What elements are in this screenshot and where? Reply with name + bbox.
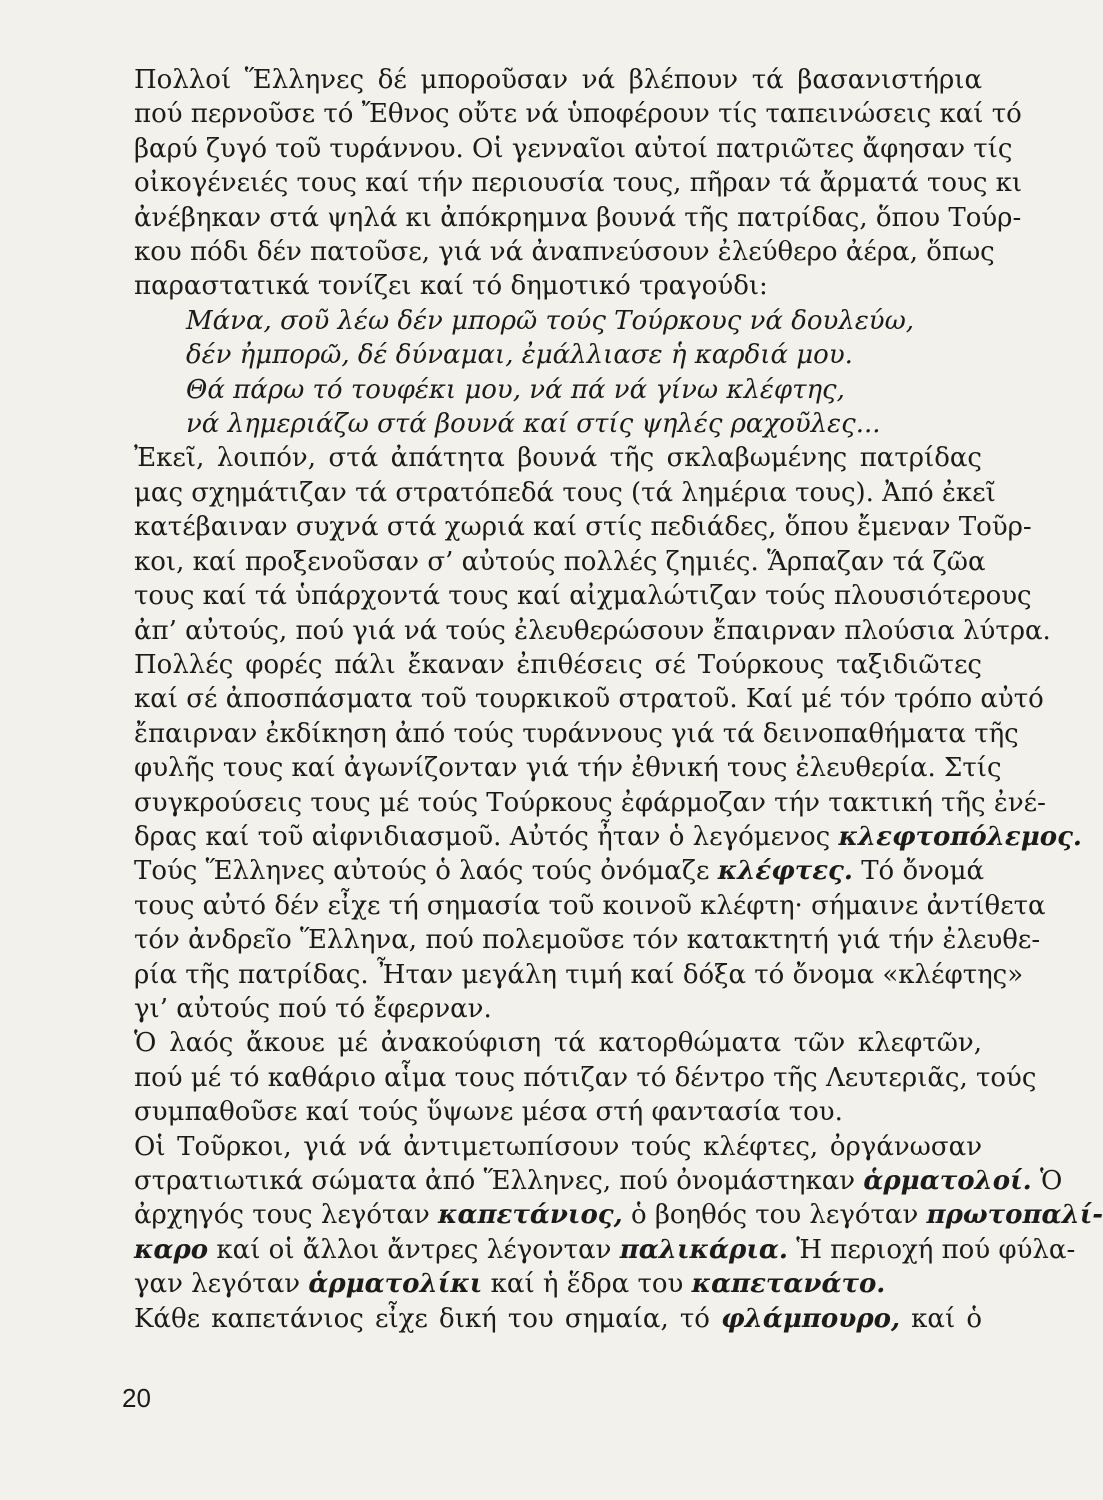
text-line: γι’ αὐτούς πού τό ἔφερναν. xyxy=(134,993,492,1024)
text-fragment: Ἡ περιοχή πού φύλα- xyxy=(787,1234,1076,1265)
paragraph-1 xyxy=(134,63,1023,304)
paragraph-2 xyxy=(134,441,1051,647)
text-line: καί σέ ἀποσπάσματα τοῦ τουρκικοῦ στρατοῦ. Καί μέ τόν τρόπο αὐτό xyxy=(134,684,1044,715)
term-flambouro: φλάμπουρο, xyxy=(721,1303,900,1334)
text-line: φυλῆς τους καί ἀγωνίζονταν γιά τήν ἐθνική τους ἐλευθερία. Στίς xyxy=(134,753,1002,784)
paragraph-7 xyxy=(134,1302,982,1336)
text-line: Ὁ λαός ἄκουε μέ ἀνακούφιση τά κατορθώματα τῶν κλεφτῶν, xyxy=(134,1028,982,1059)
text-line: Οἱ Τοῦρκοι, γιά νά ἀντιμετωπίσουν τούς κλέφτες, ὀργάνωσαν xyxy=(134,1131,982,1162)
text-line: ρία τῆς πατρίδας. Ἦταν μεγάλη τιμή καί δόξα τό ὄνομα «κλέφτης» xyxy=(134,959,1024,990)
text-fragment: καί ἡ ἕδρα του xyxy=(482,1269,692,1300)
text-fragment: ὁ βοηθός του λεγόταν xyxy=(622,1200,927,1231)
page-body-text xyxy=(134,63,1103,1336)
paragraph-5 xyxy=(134,1026,1037,1129)
text-line xyxy=(134,1198,1103,1232)
text-line: συμπαθοῦσε καί τούς ὕψωνε μέσα στή φαντασία του. xyxy=(134,1097,843,1128)
folk-song-verse xyxy=(134,304,982,442)
term-armatoloi: ἁρματολοί. xyxy=(863,1166,1032,1196)
term-kapetanato: καπετανάτο. xyxy=(691,1269,886,1300)
text-line: πού περνοῦσε τό Ἔθνος οὔτε νά ὑποφέρουν τίς ταπεινώσεις καί τό xyxy=(134,99,1022,130)
text-line: μας σχημάτιζαν τά στρατόπεδά τους (τά λημέρια τους). Ἀπό ἐκεῖ xyxy=(134,477,996,508)
term-protopalikaro: πρωτοπαλί- xyxy=(926,1200,1103,1231)
text-line: βαρύ ζυγό τοῦ τυράννου. Οἱ γενναῖοι αὐτοί πατριῶτες ἄφησαν τίς xyxy=(134,133,1013,164)
text-line xyxy=(134,1164,1063,1198)
text-line: κατέβαιναν συχνά στά χωριά καί στίς πεδιάδες, ὅπου ἔμεναν Τοῦρ- xyxy=(134,512,1032,543)
text-line: τους αὐτό δέν εἶχε τή σημασία τοῦ κοινοῦ κλέφτη· σήμαινε ἀντίθετα xyxy=(134,890,1046,921)
text-fragment: Ὁ xyxy=(1031,1166,1063,1196)
text-line xyxy=(134,820,1082,854)
text-line: Πολλές φορές πάλι ἔκαναν ἐπιθέσεις σέ Τούρκους ταξιδιῶτες xyxy=(134,649,982,680)
text-line: τόν ἀνδρεῖο Ἕλληνα, πού πολεμοῦσε τόν κατακτητή γιά τήν ἐλευθε- xyxy=(134,925,1041,956)
verse-line: δέν ἠμπορῶ, δέ δύναμαι, ἐμάλλιασε ἡ καρδιά μου. xyxy=(186,340,853,371)
text-line xyxy=(134,854,985,888)
text-line xyxy=(134,1302,982,1336)
text-line: Πολλοί Ἕλληνες δέ μποροῦσαν νά βλέπουν τά βασανιστήρια xyxy=(134,65,982,95)
term-protopalikaro-end: καρο xyxy=(134,1234,209,1265)
page-number: 20 xyxy=(122,1383,151,1413)
text-line xyxy=(134,1267,982,1301)
text-line: συγκρούσεις τους μέ τούς Τούρκους ἐφάρμοζαν τήν τακτική τῆς ἐνέ- xyxy=(134,787,1046,818)
verse-line: Θά πάρω τό τουφέκι μου, νά πά νά γίνω κλέφτης, xyxy=(186,374,845,405)
text-line: ἀνέβηκαν στά ψηλά κι ἀπόκρημνα βουνά τῆς πατρίδας, ὅπου Τούρ- xyxy=(134,202,1022,233)
term-palikaria: παλικάρια. xyxy=(619,1234,788,1265)
text-fragment: γαν λεγόταν xyxy=(134,1269,309,1300)
text-line: οἰκογένειές τους καί τήν περιουσία τους, πῆραν τά ἄρματά τους κι xyxy=(134,168,1023,199)
text-line: ἔπαιρναν ἐκδίκηση ἀπό τούς τυράννους γιά τά δεινοπαθήματα τῆς xyxy=(134,718,1019,749)
text-line: πού μέ τό καθάριο αἷμα τους πότιζαν τό δέντρο τῆς Λευτεριᾶς, τούς xyxy=(134,1062,1037,1093)
text-line: κοι, καί προξενοῦσαν σ’ αὐτούς πολλές ζημιές. Ἅρπαζαν τά ζῶα xyxy=(134,546,986,577)
term-armatoliki: ἁρματολίκι xyxy=(308,1269,483,1300)
verse-line: νά λημεριάζω στά βουνά καί στίς ψηλές ραχοῦλες... xyxy=(186,409,881,440)
text-line: ἀπ’ αὐτούς, πού γιά νά τούς ἐλευθερώσουν ἔπαιρναν πλούσια λύτρα. xyxy=(134,615,1051,646)
text-line: τους καί τά ὑπάρχοντά τους καί αἰχμαλώτιζαν τούς πλουσιότερους xyxy=(134,581,1032,612)
text-fragment: στρατιωτικά σώματα ἀπό Ἕλληνες, πού ὀνομάστηκαν xyxy=(134,1166,864,1196)
text-line: Ἐκεῖ, λοιπόν, στά ἀπάτητα βουνά τῆς σκλαβωμένης πατρίδας xyxy=(134,443,982,474)
text-fragment: ἀρχηγός τους λεγόταν xyxy=(134,1200,439,1231)
text-fragment: Τό ὄνομά xyxy=(852,856,985,887)
paragraph-3 xyxy=(134,648,1082,854)
text-line: παραστατικά τονίζει καί τό δημοτικό τραγούδι: xyxy=(134,271,768,302)
text-line: κου πόδι δέν πατοῦσε, γιά νά ἀναπνεύσουν ἐλεύθερο ἀέρα, ὅπως xyxy=(134,237,995,268)
verse-line: Μάνα, σοῦ λέω δέν μπορῶ τούς Τούρκους νά δουλεύω, xyxy=(186,305,915,336)
paragraph-6 xyxy=(134,1130,1103,1302)
term-kleftes: κλέφτες. xyxy=(717,856,853,887)
text-fragment: Τούς Ἕλληνες αὐτούς ὁ λαός τούς ὀνόμαζε xyxy=(134,856,718,887)
text-fragment: καί οἱ ἄλλοι ἄντρες λέγονταν xyxy=(208,1234,620,1265)
text-fragment: Κάθε καπετάνιος εἶχε δική του σημαία, τό xyxy=(134,1303,722,1334)
text-line xyxy=(134,1233,1076,1267)
term-kapetanios: καπετάνιος, xyxy=(438,1200,623,1231)
term-kleftopolemos: κλεφτοπόλεμος. xyxy=(838,821,1082,852)
text-fragment: δρας καί τοῦ αἰφνιδιασμοῦ. Αὐτός ἦταν ὁ λεγόμενος xyxy=(134,821,839,852)
paragraph-4 xyxy=(134,854,1046,1026)
text-fragment: καί ὁ xyxy=(900,1303,983,1334)
